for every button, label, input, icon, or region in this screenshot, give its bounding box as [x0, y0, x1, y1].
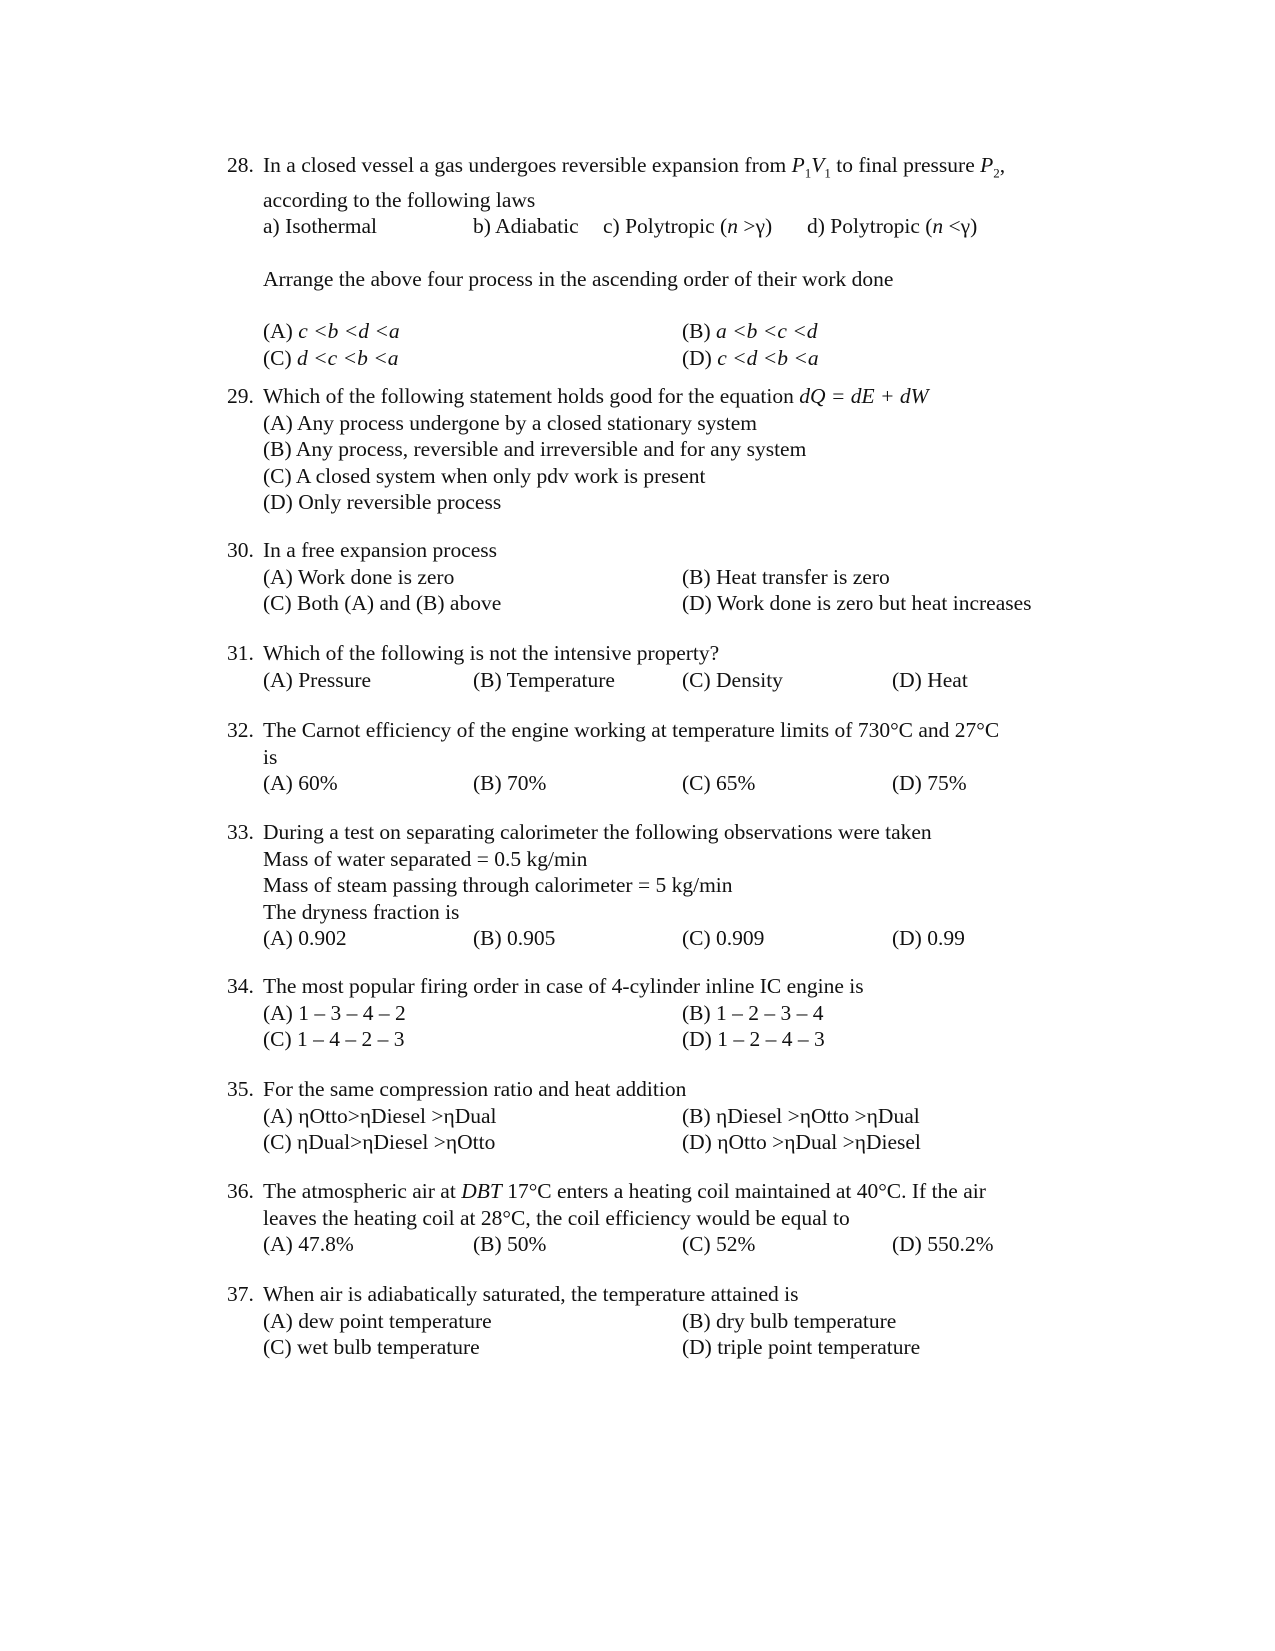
option-b: (B) 50% — [473, 1232, 547, 1256]
question-31 — [227, 640, 1067, 693]
question-35-options-row1 — [227, 1103, 1067, 1130]
question-31-stem: 31. Which of the following is not the intensive property? — [227, 641, 720, 665]
question-35-stem: 35. For the same compression ratio and heat addition — [227, 1077, 687, 1101]
question-37 — [227, 1281, 1067, 1361]
option-a: (A) ηOtto>ηDiesel >ηDual — [263, 1103, 497, 1128]
option-c: (C) 1 – 4 – 2 – 3 — [263, 1027, 405, 1051]
option-a: (A) 60% — [263, 771, 338, 795]
option-a: (A) dew point temperature — [263, 1308, 492, 1333]
option-c: (C) ηDual>ηDiesel >ηOtto — [263, 1130, 496, 1154]
question-number: 30. — [227, 538, 254, 562]
law-b: b) Adiabatic — [473, 214, 579, 239]
question-37-options-row1 — [227, 1308, 1067, 1335]
question-30 — [227, 537, 1067, 617]
option-d: (D) 550.2% — [892, 1232, 994, 1256]
option-c: (C) wet bulb temperature — [263, 1335, 480, 1359]
question-number: 31. — [227, 641, 254, 665]
option-a: (A) c <b <d <a — [263, 319, 400, 344]
question-number: 36. — [227, 1179, 254, 1203]
question-number: 35. — [227, 1077, 254, 1101]
question-29-stem: 29. Which of the following statement holds good for the equation dQ = dE + dW — [227, 384, 929, 408]
question-36-options — [227, 1231, 1067, 1258]
option-a: (A) 0.902 — [263, 926, 347, 950]
option-d: (D) 1 – 2 – 4 – 3 — [682, 1027, 825, 1051]
observation-water: Mass of water separated = 0.5 kg/min — [263, 846, 588, 871]
law-d: d) Polytropic (n <γ) — [807, 214, 978, 239]
option-c: (C) 0.909 — [682, 926, 765, 950]
question-32-stem-line2: is — [263, 744, 278, 769]
option-b: (B) dry bulb temperature — [682, 1308, 897, 1333]
question-33-prompt: The dryness fraction is — [263, 899, 460, 924]
option-d: (D) 0.99 — [892, 926, 965, 950]
question-number: 33. — [227, 820, 254, 844]
option-b: (B) Any process, reversible and irreversible and for any system — [263, 437, 807, 461]
question-28-options-row1 — [227, 318, 1067, 345]
law-c: c) Polytropic (n >γ) — [603, 214, 773, 239]
question-37-options-row2 — [227, 1334, 1067, 1361]
question-33-options — [227, 925, 1067, 952]
option-d: (D) 75% — [892, 771, 967, 795]
question-28-laws — [227, 213, 1067, 240]
option-d: (D) c <d <b <a — [682, 345, 819, 370]
question-35 — [227, 1076, 1067, 1156]
question-36 — [227, 1178, 1067, 1258]
option-d: (D) ηOtto >ηDual >ηDiesel — [682, 1130, 921, 1154]
question-28-instruction: Arrange the above four process in the ascending order of their work done — [263, 266, 894, 291]
observation-steam: Mass of steam passing through calorimeter = 5 kg/min — [263, 873, 733, 897]
question-number: 28. — [227, 153, 254, 177]
question-28-stem-line2: according to the following laws — [263, 187, 536, 212]
option-c: (C) A closed system when only pdv work is present — [263, 463, 706, 488]
option-d: (D) Work done is zero but heat increases — [682, 591, 1032, 615]
option-b: (B) Temperature — [473, 667, 615, 692]
question-34-stem: 34. The most popular firing order in case of 4-cylinder inline IC engine is — [227, 974, 864, 998]
option-c: (C) d <c <b <a — [263, 345, 399, 370]
option-d: (D) Only reversible process — [263, 490, 502, 514]
option-d: (D) triple point temperature — [682, 1335, 921, 1359]
option-b: (B) 1 – 2 – 3 – 4 — [682, 1000, 824, 1025]
question-36-stem-line2: leaves the heating coil at 28°C, the coil efficiency would be equal to — [263, 1205, 850, 1230]
option-b: (B) Heat transfer is zero — [682, 564, 890, 589]
question-30-options-row2 — [227, 590, 1067, 617]
question-34-options-row1 — [227, 1000, 1067, 1027]
question-33-stem: 33. During a test on separating calorimeter the following observations were taken — [227, 820, 932, 844]
question-number: 29. — [227, 384, 254, 408]
option-c: (C) 65% — [682, 771, 756, 795]
option-d: (D) Heat — [892, 667, 968, 692]
question-37-stem: 37. When air is adiabatically saturated, the temperature attained is — [227, 1282, 799, 1306]
question-32-stem: 32. The Carnot efficiency of the engine working at temperature limits of 730°C and 27°C — [227, 718, 1000, 742]
option-a: (A) Any process undergone by a closed stationary system — [263, 410, 757, 435]
option-b: (B) 70% — [473, 771, 547, 795]
option-a: (A) 47.8% — [263, 1232, 354, 1256]
question-34 — [227, 973, 1067, 1053]
question-34-options-row2 — [227, 1026, 1067, 1053]
question-30-options-row1 — [227, 564, 1067, 591]
option-c: (C) 52% — [682, 1232, 756, 1256]
question-number: 34. — [227, 974, 254, 998]
question-number: 37. — [227, 1282, 254, 1306]
equation: dQ = dE + dW — [799, 384, 929, 408]
law-a: a) Isothermal — [263, 214, 378, 239]
question-number: 32. — [227, 718, 254, 742]
option-a: (A) Work done is zero — [263, 564, 455, 589]
question-31-options — [227, 667, 1067, 694]
question-33 — [227, 819, 1067, 952]
question-32-options — [227, 770, 1067, 797]
option-a: (A) Pressure — [263, 667, 372, 692]
question-28-options-row2 — [227, 345, 1067, 372]
question-36-stem: 36. The atmospheric air at DBT 17°C enters a heating coil maintained at 40°C. If the air — [227, 1179, 986, 1203]
option-a: (A) 1 – 3 – 4 – 2 — [263, 1000, 406, 1025]
question-35-options-row2 — [227, 1129, 1067, 1156]
option-c: (C) Both (A) and (B) above — [263, 591, 502, 615]
option-b: (B) a <b <c <d — [682, 319, 818, 344]
question-28-stem: 28. In a closed vessel a gas undergoes reversible expansion from $P_1V_1$ to final pressure $P_2$, — [227, 153, 1006, 181]
question-30-stem: 30. In a free expansion process — [227, 538, 498, 562]
question-28 — [227, 152, 1067, 371]
option-b: (B) ηDiesel >ηOtto >ηDual — [682, 1103, 920, 1128]
option-b: (B) 0.905 — [473, 926, 556, 950]
question-29 — [227, 383, 1067, 516]
question-32 — [227, 717, 1067, 797]
option-c: (C) Density — [682, 667, 783, 692]
